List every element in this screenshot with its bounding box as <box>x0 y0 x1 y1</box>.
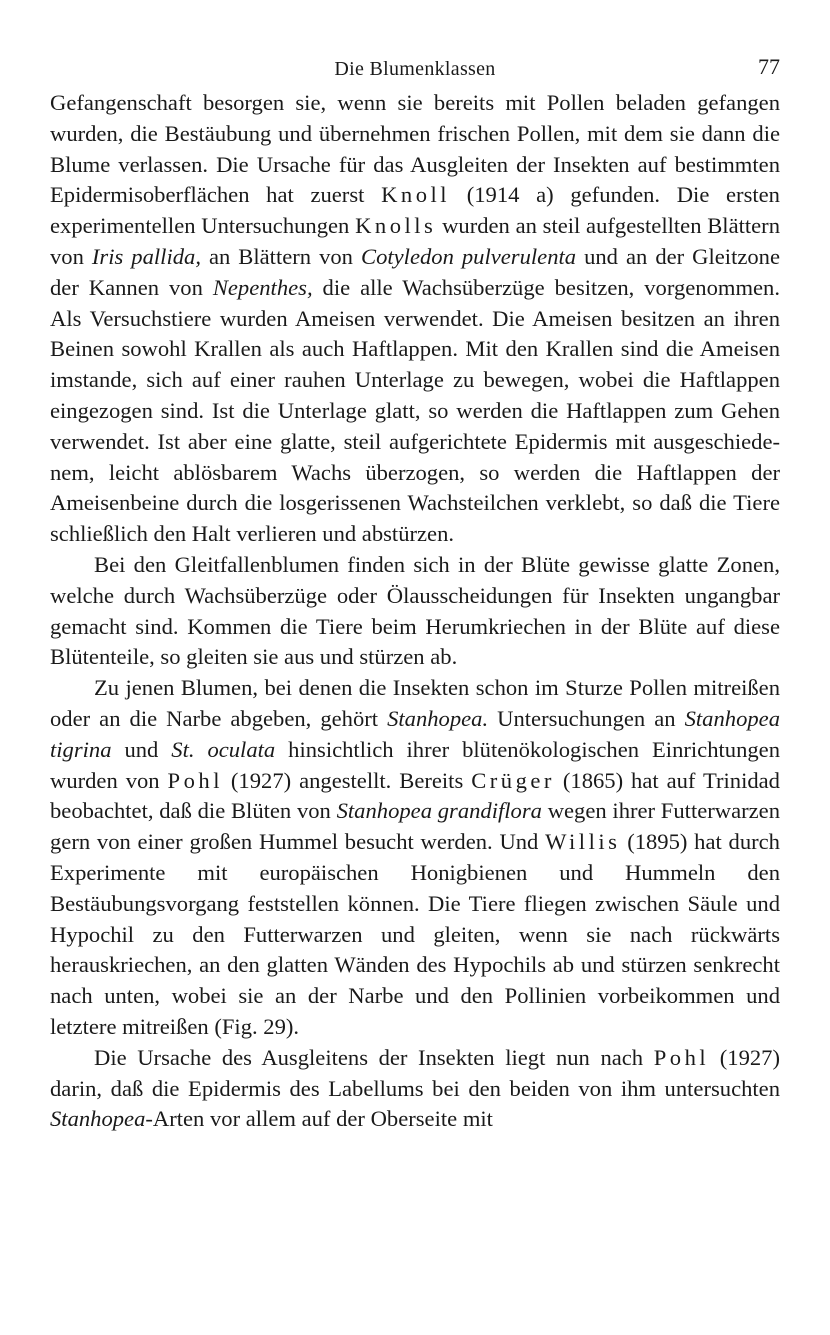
species-name: Nepenthes, <box>212 274 313 300</box>
text-run: (1927) darin, daß die Epidermis des Labellums bei den beiden von ihm untersuchten <box>50 1044 780 1101</box>
text-run: und <box>111 736 172 762</box>
paragraph-4 <box>50 1043 780 1135</box>
paragraph-3 <box>50 673 780 1043</box>
text-run: wurden an steil aufgestellten Blättern von <box>50 213 781 269</box>
species-name: St. oculata <box>171 736 276 762</box>
text-run: (1927) angestellt. Bereits <box>222 767 472 793</box>
species-name: Iris pallida, <box>91 243 201 269</box>
text-run: Zu jenen Blumen, bei denen die Insekten schon im Sturze Pollen mitreißen oder an die Narbe abgeben, gehört <box>50 675 780 731</box>
author-name: Knoll <box>381 182 451 208</box>
paragraph-2 <box>50 550 780 673</box>
author-name: Pohl <box>653 1044 710 1070</box>
text-run: an Blättern von <box>200 243 361 269</box>
running-header <box>50 52 780 88</box>
text-run: Gefangenschaft besorgen sie, wenn sie bereits mit Pollen beladen gefangen wurden, die Bestäubung und übernehmen frischen Pollen, mit dem sie dann die Blume verlassen. Die Ursache für das Ausgleiten der Insekten auf bestimmten Epidermisoberflächen hat zuerst <box>50 90 780 208</box>
author-name: Pohl <box>167 767 223 793</box>
species-name: Cotyledon pulverulenta <box>361 243 577 269</box>
species-name: Stanhopea. <box>387 705 489 731</box>
species-name: Stanhopea tigrina <box>50 705 780 762</box>
text-run: (1914 a) gefunden. Die ersten experimentellen Untersuchungen <box>50 182 780 239</box>
text-run: wegen ihrer Futterwarzen gern von einer großen Hummel besucht werden. Und <box>50 798 781 855</box>
body-text <box>50 88 780 1135</box>
text-run: -Arten vor allem auf der Oberseite mit <box>145 1106 493 1132</box>
paragraph-1 <box>50 88 780 550</box>
author-name: Knolls <box>355 213 437 239</box>
author-name: Willis <box>545 829 621 855</box>
text-run: (1865) hat auf Trinidad beobachtet, daß die Blüten von <box>50 767 780 824</box>
author-name: Crüger <box>471 767 555 793</box>
species-name: Stanhopea grandiflora <box>336 798 542 824</box>
text-run: hinsichtlich ihrer blütenökologischen Einrichtungen wurden von <box>50 736 780 793</box>
running-title: Die Blumenklassen <box>334 58 496 80</box>
species-name: Stanhopea <box>50 1106 146 1132</box>
text-run: die alle Wachsüberzüge besitzen, vorgenommen. Als Versuchstiere wurden Ameisen verwendet. Die Ameisen besitzen an ihren Beinen sowohl Krallen als auch Haftlappen. Mit den Krallen sind die Ameisen imstande, sich auf einer rauhen Unterlage zu bewegen, wobei die Haftlappen eingezogen sind. Ist die Unterlage glatt, so werden die Haftlappen zum Gehen verwendet. Ist aber eine glatte, steil aufgerichtete Epidermis mit ausgeschiedenem, leicht ablösbarem Wachs überzogen, so werden die Haftlappen der Ameisenbeine durch die losgerissenen Wachsteilchen verklebt, so daß die Tiere schließlich den Halt verlieren und abstürzen. <box>50 274 780 547</box>
page-number: 77 <box>758 54 780 79</box>
text-run: Bei den Gleitfallenblumen finden sich in der Blüte gewisse glatte Zonen, welche durch Wachsüberzüge oder Ölausscheidungen für Insekten ungangbar gemacht sind. Kommen die Tiere beim Herumkriechen in der Blüte auf diese Blütenteile, so gleiten sie aus und stürzen ab. <box>50 551 780 670</box>
text-run: Untersuchungen an <box>488 705 685 731</box>
book-page <box>50 52 780 1135</box>
text-run: Die Ursache des Ausgleitens der Insekten liegt nun nach <box>94 1044 654 1070</box>
text-run: (1895) hat durch Experimente mit europäischen Honigbienen und Hummeln den Bestäubungsvorgang feststellen können. Die Tiere fliegen zwischen Säule und Hypochil zu den Futterwarzen und gleiten, wenn sie nach rückwärts herauskriechen, an den glatten Wänden des Hypochils ab und stürzen senkrecht nach unten, wobei sie an der Narbe und den Pollinien vorbeikommen und letztere mitreißen (Fig. 29). <box>50 829 780 1039</box>
text-run: und an der Gleitzone der Kannen von <box>50 243 780 300</box>
